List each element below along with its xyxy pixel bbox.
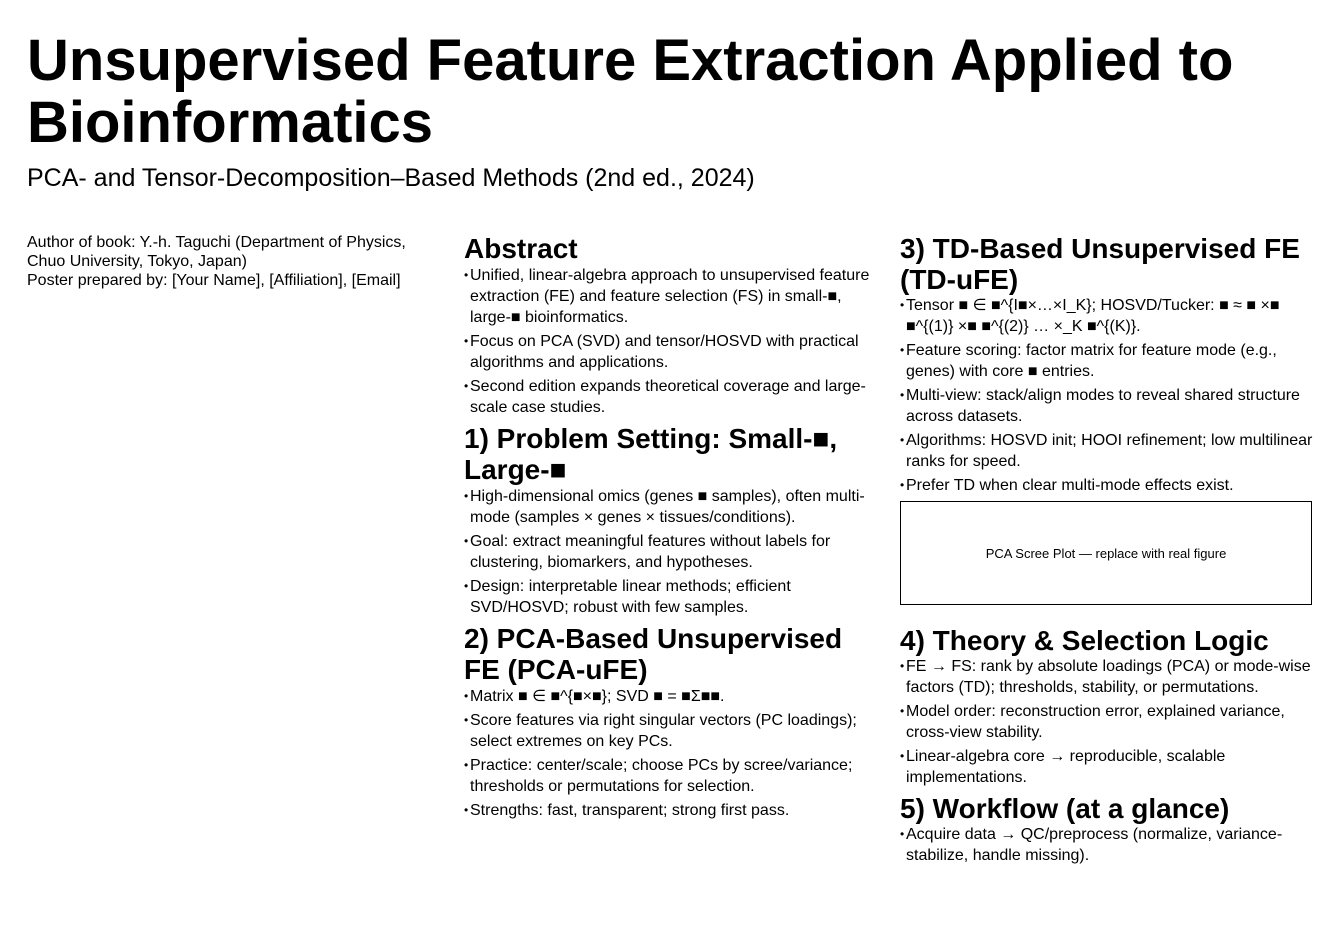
bullet-item: • Feature scoring: factor matrix for feature mode (e.g., genes) with core ■ entries. (900, 340, 1314, 382)
author-line: Author of book: Y.-h. Taguchi (Department of Physics, Chuo University, Tokyo, Japan) (27, 234, 406, 270)
bullet-item: • Algorithms: HOSVD init; HOOI refinement; low multilinear ranks for speed. (900, 430, 1314, 472)
bullet-item: • Tensor ■ ∈ ■^{I■×…×I_K}; HOSVD/Tucker: ■ ≈ ■ ×■ ■^{(1)} ×■ ■^{(2)} … ×_K ■^{(K)}. (900, 295, 1314, 337)
bullet-list (900, 824, 1314, 866)
column-right (900, 233, 1314, 871)
bullet-item: • Model order: reconstruction error, explained variance, cross-view stability. (900, 701, 1314, 743)
section-title: 4) Theory & Selection Logic (900, 625, 1269, 656)
bullet-item: • Goal: extract meaningful features without labels for clustering, biomarkers, and hypotheses. (464, 531, 876, 573)
section-title: 2) PCA-Based Unsupervised FE (PCA-uFE) (464, 623, 843, 685)
bullet-item: • FE → FS: rank by absolute loadings (PCA) or mode-wise factors (TD); thresholds, stability, or permutations. (900, 656, 1314, 698)
bullet-item: • High-dimensional omics (genes ■ samples), often multi-mode (samples × genes × tissues/conditions). (464, 486, 876, 528)
bullet-item: • Acquire data → QC/preprocess (normalize, variance-stabilize, handle missing). (900, 824, 1314, 866)
bullet-item: • Practice: center/scale; choose PCs by scree/variance; thresholds or permutations for selection. (464, 755, 876, 797)
bullet-list (900, 656, 1314, 788)
bullet-list (464, 686, 876, 821)
preparer-line: Poster prepared by: [Your Name], [Affiliation], [Email] (27, 272, 401, 289)
section-title: 1) Problem Setting: Small-■, Large-■ (464, 423, 838, 485)
bullet-item: • Multi-view: stack/align modes to reveal shared structure across datasets. (900, 385, 1314, 427)
bullet-item: • Strengths: fast, transparent; strong first pass. (464, 800, 876, 821)
section-title: 5) Workflow (at a glance) (900, 793, 1230, 824)
section-theory (900, 625, 1314, 788)
figure-caption: PCA Scree Plot — replace with real figure (985, 545, 1227, 561)
bullet-item: • Second edition expands theoretical coverage and large-scale case studies. (464, 376, 876, 418)
section-pca-ufe (464, 623, 876, 821)
bullet-item: • Prefer TD when clear multi-mode effects exist. (900, 475, 1314, 496)
section-problem-setting (464, 423, 876, 618)
bullet-item: • Score features via right singular vectors (PC loadings); select extremes on key PCs. (464, 710, 876, 752)
section-abstract (464, 233, 876, 418)
bullet-item: • Unified, linear-algebra approach to unsupervised feature extraction (FE) and feature selection (FS) in small-■, large-■ bioinformatics. (464, 265, 876, 328)
section-td-ufe (900, 233, 1314, 496)
bullet-list (464, 265, 876, 418)
bullet-list (900, 295, 1314, 496)
column-middle (464, 233, 876, 826)
bullet-item: • Matrix ■ ∈ ■^{■×■}; SVD ■ = ■Σ■■. (464, 686, 876, 707)
bullet-item: • Linear-algebra core → reproducible, scalable implementations. (900, 746, 1314, 788)
bullet-item: • Focus on PCA (SVD) and tensor/HOSVD with practical algorithms and applications. (464, 331, 876, 373)
bullet-item: • Design: interpretable linear methods; efficient SVD/HOSVD; robust with few samples. (464, 576, 876, 618)
section-workflow (900, 793, 1314, 866)
section-title: 3) TD-Based Unsupervised FE (TD-uFE) (900, 233, 1300, 295)
section-title: Abstract (464, 233, 578, 264)
bullet-list (464, 486, 876, 618)
poster-subtitle: PCA- and Tensor-Decomposition–Based Methods (2nd ed., 2024) (27, 164, 755, 192)
poster-title: Unsupervised Feature Extraction Applied to Bioinformatics (27, 28, 1234, 155)
author-block (27, 233, 417, 290)
figure-placeholder (900, 501, 1312, 605)
